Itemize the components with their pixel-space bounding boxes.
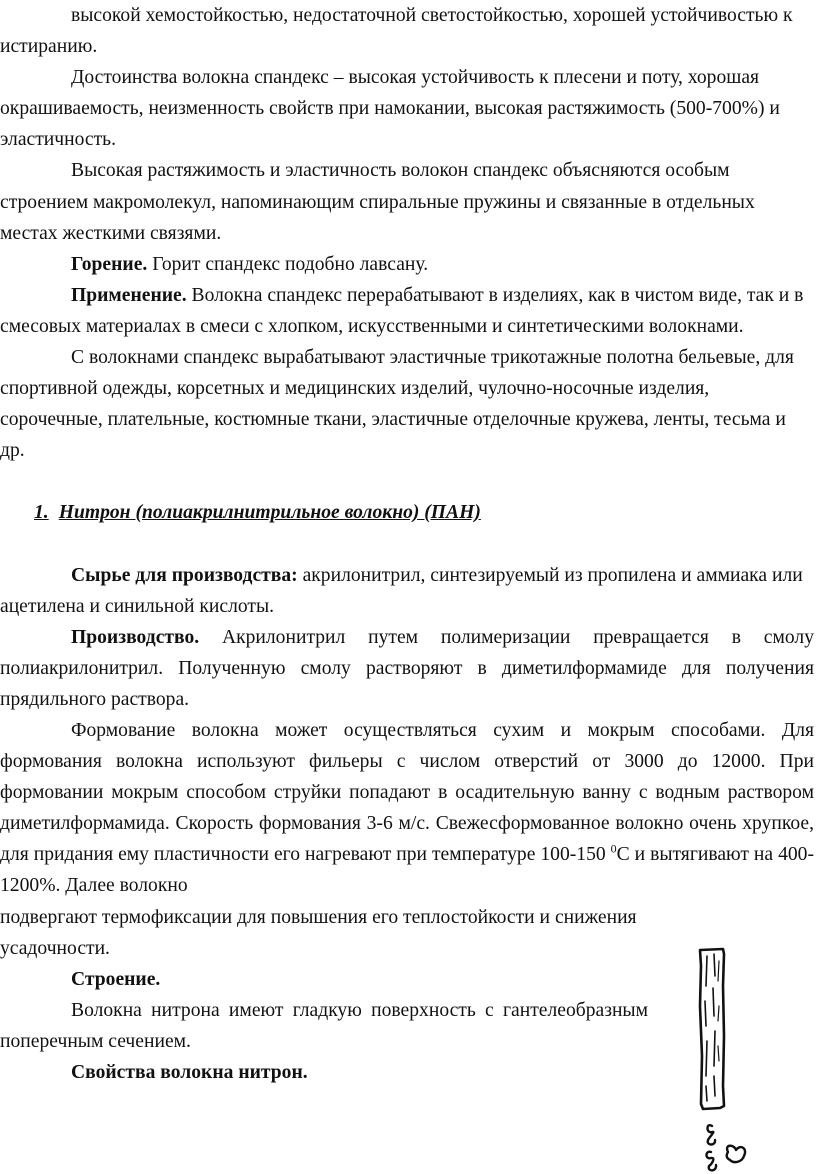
properties-label: Свойства волокна нитрон. xyxy=(71,1062,308,1083)
heat-setting-text: подвергают термофиксации для повышения его теплостойкости и снижения усадочности. xyxy=(0,906,637,959)
production-label: Производство. xyxy=(71,626,200,648)
fiber-stripe-3 xyxy=(718,961,719,1061)
structure-label: Строение. xyxy=(71,968,161,990)
forming-text-after: С и вытягивают на 400-1200%. Далее волокно xyxy=(0,844,814,897)
paragraph-burning xyxy=(0,249,814,280)
section-heading xyxy=(0,497,814,528)
structure-text: Волокна нитрона имеют гладкую поверхность с гантелеобразным поперечным сечением. xyxy=(0,999,648,1052)
paragraph-forming xyxy=(0,715,814,902)
paragraph-products xyxy=(0,342,814,466)
paragraph-resistance xyxy=(0,0,814,62)
spacer xyxy=(0,529,814,560)
fiber-stripe-2 xyxy=(713,954,715,1096)
spacer xyxy=(0,466,814,497)
burning-text: Горит спандекс подобно лавсану. xyxy=(147,253,429,275)
forming-text-before: Формование волокна может осуществляться сухим и мокрым способами. Для формования волокна используют фильеры с числом отверстий от 3000 до 12000. При формовании мокрым способом струйки попадают в осадительную ванну с водным раствором диметилформамида. Скорость формования 3-6 м/с. Свежесформованное волокно очень хрупкое, для придания ему пластичности его нагревают при температуре 100-150 xyxy=(0,719,814,866)
paragraph-raw-materials xyxy=(0,560,814,622)
paragraph-advantages xyxy=(0,62,814,155)
paragraph-resistance-text: высокой хемостойкостью, недостаточной светостойкостью, хорошей устойчивостью к истиранию. xyxy=(0,5,793,58)
section-number: 1. xyxy=(34,502,49,524)
paragraph-heat-setting xyxy=(0,902,648,964)
application-text: Волокна спандекс перерабатывают в изделиях, как в чистом виде, так и в смесовых материалах в смеси с хлопком, искусственными и синтетическими волокнами. xyxy=(0,284,804,337)
cross-section-2 xyxy=(707,1152,717,1171)
paragraph-application xyxy=(0,280,814,342)
paragraph-elasticity-text: Высокая растяжимость и эластичность волокон спандекс объясняются особым строением макромолекул, напоминающим спиральные пружины и связанные в отдельных местах жесткими связями. xyxy=(0,160,755,244)
section-title: Нитрон (полиакрилнитрильное волокно) (ПАН) xyxy=(58,502,481,524)
degree-superscript: 0 xyxy=(610,841,617,856)
paragraph-products-text: С волокнами спандекс вырабатывают эластичные трикотажные полотна бельевые, для спортивной одежды, корсетных и медицинских изделий, чулочно-носочные изделия, сорочечные, плательные, костюмные ткани, эластичные отделочные кружева, ленты, тесьма и др. xyxy=(0,347,794,462)
production-text: Акрилонитрил путем полимеризации превращается в смолу полиакрилонитрил. Полученную смолу растворяют в диметилформамиде для получения прядильного раствора. xyxy=(0,626,814,710)
cross-section-1 xyxy=(708,1125,716,1144)
nitron-fiber-sketch xyxy=(690,946,762,1174)
paragraph-production xyxy=(0,622,814,715)
raw-materials-label: Сырье для производства: xyxy=(71,564,298,586)
fiber-outline xyxy=(700,949,724,1109)
fiber-stripe-1 xyxy=(705,956,707,1101)
raw-materials-text: акрилонитрил, синтезируемый из пропилена и аммиака или ацетилена и синильной кислоты. xyxy=(0,564,803,617)
paragraph-elasticity xyxy=(0,155,814,248)
burning-label: Горение. xyxy=(71,253,148,275)
application-label: Применение. xyxy=(71,284,187,306)
cross-section-3 xyxy=(727,1146,745,1162)
paragraph-advantages-text: Достоинства волокна спандекс – высокая устойчивость к плесени и поту, хорошая окрашиваемость, неизменность свойств при намокании, высокая растяжимость (500-700%) и эластичность. xyxy=(0,67,780,151)
paragraph-structure xyxy=(0,995,648,1057)
